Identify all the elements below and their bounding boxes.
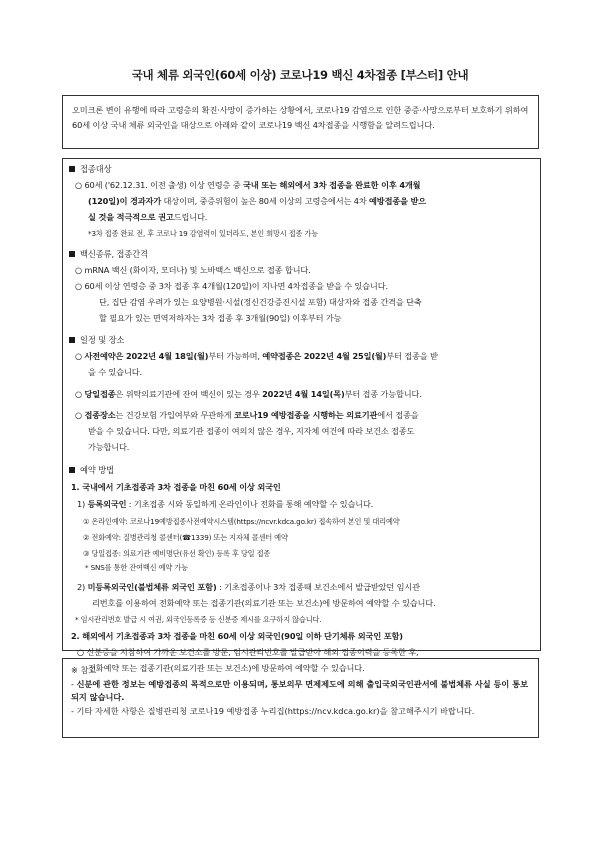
note-heading: ※ 참고 bbox=[71, 665, 97, 675]
reference-note-box bbox=[62, 658, 539, 738]
vaccine-line-2: ○ 60세 이상 연령층 중 3차 접종 후 4개월(120일)이 지나면 4차접종을 받을 수 있습니다. bbox=[75, 281, 388, 291]
target-line-3: 실 것을 적극적으로 권고드립니다. bbox=[88, 212, 208, 222]
section-heading-schedule: 일정 및 장소 bbox=[69, 334, 124, 347]
schedule-line-1: ○ 사전예약은 2022년 4월 18일(월)부터 가능하며, 예약접종은 2022년 4월 25일(월)부터 접종을 받 bbox=[75, 351, 438, 361]
vaccine-line-4: 할 필요가 있는 면역저하자는 3차 접종 후 3개월(90일) 이후부터 가능 bbox=[99, 313, 342, 323]
section-heading-reservation: 예약 방법 bbox=[69, 464, 114, 477]
square-bullet-icon bbox=[69, 251, 75, 257]
section-heading-target: 접종대상 bbox=[69, 163, 111, 176]
schedule-line-6: 가능합니다. bbox=[88, 442, 130, 452]
note-item-2: - 기타 자세한 사항은 질병관리청 코로나19 예방접종 누리집(https://ncv.kdca.go.kr)을 참고해주시기 바랍니다. bbox=[71, 705, 475, 716]
reservation-part-1-heading: 1. 국내에서 기초접종과 3차 접종을 마친 60세 이상 외국인 bbox=[71, 482, 281, 492]
overseas-line-1: ○ 신분증을 지참하여 가까운 보건소를 방문, 임시관리번호를 발급받아 해외 접종이력을 등록한 후, bbox=[77, 647, 419, 657]
sns-note: * SNS를 통한 잔여백신 예약 가능 bbox=[85, 563, 188, 572]
schedule-line-3: ○ 당일접종은 위탁의료기관에 잔여 백신이 있는 경우 2022년 4월 14일(목)부터 접종 가능합니다. bbox=[75, 389, 422, 399]
vaccine-line-1: ○ mRNA 백신 (화이자, 모더나) 및 노바백스 백신으로 접종 합니다. bbox=[75, 265, 311, 275]
online-reservation-item: ① 온라인예약: 코로나19예방접종사전예약시스템(https://ncvr.kdca.go.kr) 접속하여 본인 및 대리예약 bbox=[83, 517, 400, 526]
target-line-2: (120일)이 경과자가 대상이며, 중증위험이 높은 80세 이상의 고령층에서는 4차 예방접종을 받으 bbox=[88, 196, 427, 206]
square-bullet-icon bbox=[69, 166, 75, 172]
intro-box: 오미크론 변이 유행에 따라 고령층의 확진·사망이 증가하는 상황에서, 코로나19 감염으로 인한 중증·사망으로부터 보호하기 위하여 60세 이상 국내 체류 외국인을 대상으로 아래와 같이 코로나19 백신 4차접종을 시행함을 알려드립니다. bbox=[62, 95, 539, 149]
target-line-1: ○ 60세 ('62.12.31. 이전 출생) 이상 연령층 중 국내 또는 해외에서 3차 접종을 완료한 이후 4개월 bbox=[75, 180, 421, 190]
vaccine-line-3: 단, 집단 감염 우려가 있는 요양병원·시설(정신건강증진시설 포함) 대상자와 접종 간격을 단축 bbox=[99, 297, 422, 307]
schedule-line-4: ○ 접종장소는 건강보험 가입여부와 무관하게 코로나19 예방접종을 시행하는 의료기관에서 접종을 bbox=[75, 410, 419, 420]
temp-id-note: * 임시관리번호 발급 시 여권, 외국인등록증 등 신분증 제시를 요구하지 않습니다. bbox=[75, 615, 322, 624]
phone-reservation-item: ② 전화예약: 질병관리청 콜센터(☎1339) 또는 지자체 콜센터 예약 bbox=[83, 533, 288, 542]
overseas-line-2: 전화예약 또는 접종기관(의료기관 또는 보건소)에 방문하여 예약할 수 있습니다. bbox=[88, 663, 365, 673]
unregistered-foreigner-line-2: 리번호를 이용하여 전화예약 또는 접종기관(의료기관 또는 보건소)에 방문하여 예약할 수 있습니다. bbox=[92, 598, 436, 608]
schedule-line-5: 받을 수 있습니다. 다만, 의료기관 접종이 여의치 않은 경우, 지자체 여건에 따라 보건소 접종도 bbox=[88, 426, 415, 436]
reservation-part-2-heading: 2. 해외에서 기초접종과 3차 접종을 마친 60세 이상 외국인(90일 이하 단기체류 외국인 포함) bbox=[71, 631, 403, 641]
square-bullet-icon bbox=[69, 467, 75, 473]
schedule-line-2: 을 수 있습니다. bbox=[88, 367, 142, 377]
same-day-item: ③ 당일접종: 의료기관 예비명단(유선 확인) 등록 후 당일 접종 bbox=[83, 549, 271, 558]
unregistered-foreigner-line-1: 2) 미등록외국인(불법체류 외국인 포함) : 기초접종이나 3차 접종때 보건소에서 발급받았던 임시관 bbox=[77, 582, 420, 592]
section-heading-vaccine: 백신종류, 접종간격 bbox=[69, 248, 148, 261]
registered-foreigner-line: 1) 등록외국인 : 기초접종 시와 동일하게 온라인이나 전화를 통해 예약할 수 있습니다. bbox=[77, 499, 374, 509]
page-title: 국내 체류 외국인(60세 이상) 코로나19 백신 4차접종 [부스터] 안내 bbox=[131, 68, 469, 82]
note-item-1: - 신분에 관한 정보는 예방접종의 목적으로만 이용되며, 통보의무 면제제도에 의해 출입국외국인관서에 불법체류 사실 등이 통보되지 않습니다. bbox=[71, 678, 529, 702]
target-footnote: *3차 접종 완료 전, 후 코로나 19 감염력이 있더라도, 본인 희망시 접종 가능 bbox=[88, 229, 319, 238]
square-bullet-icon bbox=[69, 337, 75, 343]
